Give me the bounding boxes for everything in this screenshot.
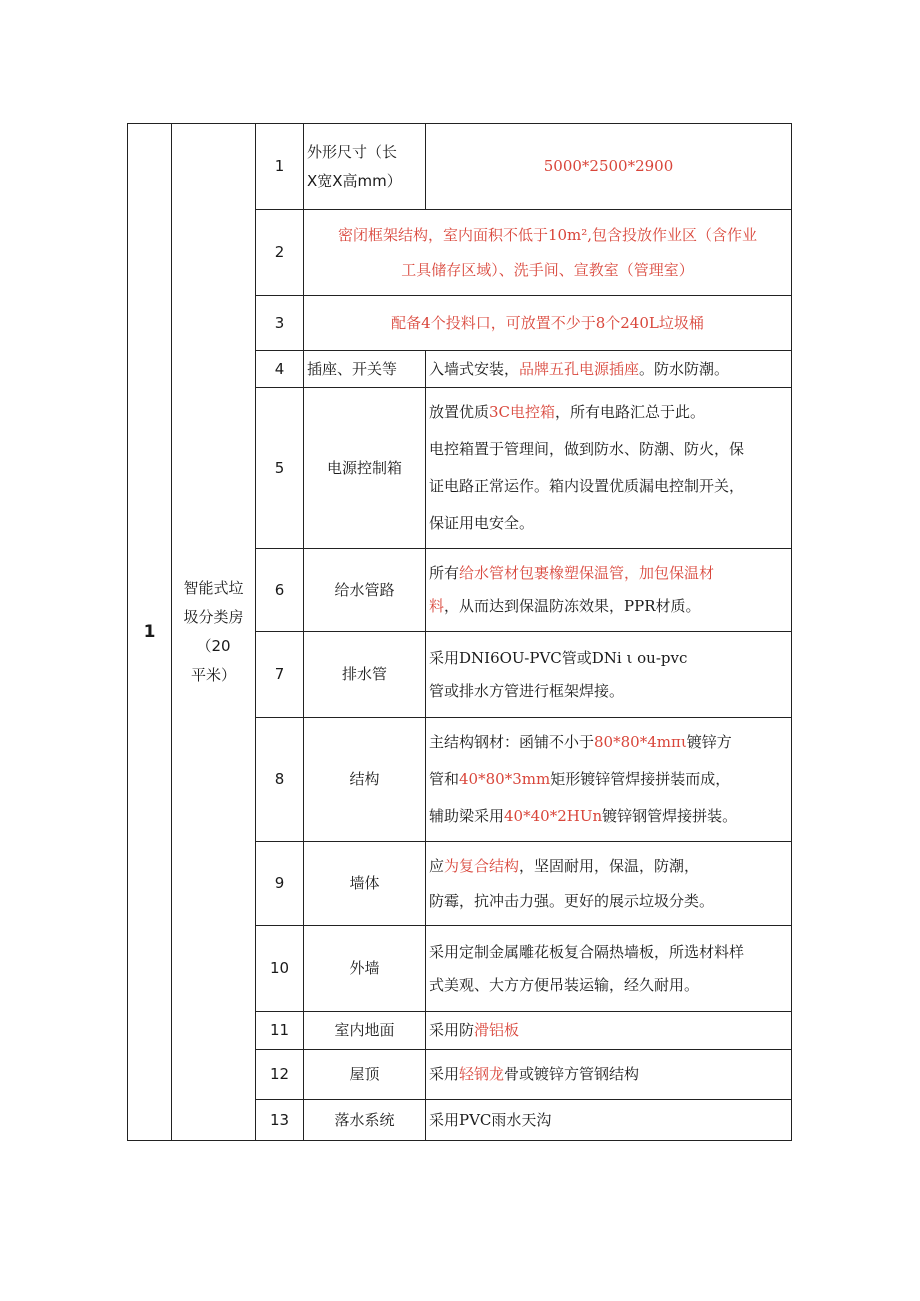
item-line: 排水管 xyxy=(341,665,387,683)
value-line xyxy=(429,1106,788,1135)
item-line: 电源控制箱 xyxy=(326,458,402,477)
category-cell xyxy=(172,124,256,1141)
value-line xyxy=(429,798,788,835)
value-text: 5000*2500*2900 xyxy=(543,157,674,175)
value-text: 品牌五孔电源插座 xyxy=(519,359,640,378)
value-text: 密闭框架结构，室内面积不低于10m²,包含投放作业区（含作业 xyxy=(337,225,758,244)
value-line xyxy=(429,394,788,431)
item-cell xyxy=(304,1100,426,1141)
row-number: 7 xyxy=(256,632,304,718)
value-cell xyxy=(304,296,792,351)
value-text: 保证用电安全。 xyxy=(429,514,535,532)
item-cell xyxy=(304,1012,426,1050)
value-text: 入墙式安装， xyxy=(429,359,520,378)
value-text: 3C电控箱 xyxy=(489,403,556,421)
table-row xyxy=(128,124,792,210)
item-line: 外墙 xyxy=(349,959,380,977)
spec-table xyxy=(127,123,792,1141)
value-cell xyxy=(426,842,792,926)
row-number: 10 xyxy=(256,926,304,1012)
value-line xyxy=(429,1060,788,1089)
value-text: 镀锌钢管焊接拼装。 xyxy=(602,807,738,825)
value-text: 管或排水方管进行框架焊接。 xyxy=(429,681,625,700)
value-text: 为复合结构 xyxy=(444,856,520,875)
value-text: 40*40*2HUn xyxy=(504,807,603,825)
item-line: 落水系统 xyxy=(334,1110,395,1129)
value-text: 工具储存区域）、洗手间、宣教室（管理室） xyxy=(401,260,694,279)
value-text: 采用防 xyxy=(429,1021,475,1039)
value-line xyxy=(429,849,788,884)
value-text: 管和 xyxy=(429,770,460,788)
value-line xyxy=(429,152,788,181)
item-cell xyxy=(304,842,426,926)
item-cell xyxy=(304,632,426,718)
value-text: 式美观、大方方便吊装运输，经久耐用。 xyxy=(429,975,700,994)
row-number: 5 xyxy=(256,388,304,549)
value-text: 所有 xyxy=(429,564,460,582)
value-text: ，坚固耐用，保温，防潮， xyxy=(519,856,700,875)
item-line: 给水管路 xyxy=(334,580,395,599)
row-number: 13 xyxy=(256,1100,304,1141)
value-line xyxy=(429,468,788,505)
item-cell xyxy=(304,718,426,842)
main-number-cell xyxy=(128,124,172,1141)
value-cell xyxy=(304,210,792,296)
value-line xyxy=(307,253,788,288)
value-line xyxy=(429,590,788,623)
value-line xyxy=(429,1016,788,1045)
value-text: 滑铝板 xyxy=(474,1021,520,1039)
value-line xyxy=(429,724,788,761)
value-text: 骨或镀锌方管钢结构 xyxy=(504,1065,640,1083)
value-line xyxy=(429,355,788,384)
value-line xyxy=(307,218,788,253)
value-text: 电控箱置于管理间，做到防水、防潮、防火，保 xyxy=(429,440,745,458)
value-text: 给水管材包裹橡塑保温管，加包保温材 xyxy=(459,564,715,582)
value-text: 证电路正常运作。箱内设置优质漏电控制开关， xyxy=(429,477,745,495)
value-text: 轻钢龙 xyxy=(459,1065,505,1083)
value-text: 料 xyxy=(429,597,445,615)
row-number: 6 xyxy=(256,549,304,632)
value-cell xyxy=(426,388,792,549)
value-line xyxy=(429,505,788,542)
value-cell xyxy=(426,351,792,388)
value-line xyxy=(429,431,788,468)
value-cell xyxy=(426,549,792,632)
value-line xyxy=(429,761,788,798)
item-cell xyxy=(304,549,426,632)
item-line: 室内地面 xyxy=(334,1021,395,1039)
value-text: 40*80*3mm xyxy=(459,770,551,788)
category-line: 平米） xyxy=(190,666,236,684)
value-text: 采用PVC雨水天沟 xyxy=(429,1110,552,1129)
value-cell xyxy=(426,718,792,842)
value-text: 。防水防潮。 xyxy=(639,359,730,378)
value-cell xyxy=(426,1100,792,1141)
category-line: 智能式垃 xyxy=(183,579,244,597)
value-cell xyxy=(426,1050,792,1100)
value-line xyxy=(429,675,788,708)
value-text: 矩形镀锌管焊接拼装而成， xyxy=(550,770,731,788)
row-number: 4 xyxy=(256,351,304,388)
value-text: ，所有电路汇总于此。 xyxy=(555,403,706,421)
item-cell xyxy=(304,1050,426,1100)
value-text: 防霉，抗冲击力强。更好的展示垃圾分类。 xyxy=(429,891,715,910)
item-cell xyxy=(304,926,426,1012)
value-text: ，从而达到保温防冻效果，PPR材质。 xyxy=(444,597,701,615)
value-text: 配备4个投料口，可放置不少于8个240L垃圾桶 xyxy=(391,313,704,332)
value-text: 应 xyxy=(429,856,445,875)
value-line xyxy=(429,642,788,675)
item-line: X宽X高mm） xyxy=(307,171,402,190)
item-cell xyxy=(304,351,426,388)
category-line: （20 xyxy=(196,637,231,655)
value-text: 采用定制金属雕花板复合隔热墙板，所选材料样 xyxy=(429,942,745,961)
value-text: 放置优质 xyxy=(429,403,490,421)
item-cell xyxy=(304,388,426,549)
row-number: 11 xyxy=(256,1012,304,1050)
value-cell xyxy=(426,632,792,718)
value-cell xyxy=(426,1012,792,1050)
item-line: 屋顶 xyxy=(349,1065,380,1083)
main-number: 1 xyxy=(143,621,156,642)
value-text: 采用 xyxy=(429,1065,460,1083)
item-line: 墙体 xyxy=(349,874,380,892)
value-line xyxy=(429,969,788,1002)
value-text: 采用DNI6OU-PVC管或DNi ι ou-pvc xyxy=(429,648,688,667)
item-cell xyxy=(304,124,426,210)
value-text: 镀锌方 xyxy=(686,733,732,751)
value-cell xyxy=(426,926,792,1012)
category-line: 圾分类房 xyxy=(183,608,244,626)
value-line xyxy=(429,884,788,919)
row-number: 8 xyxy=(256,718,304,842)
row-number: 1 xyxy=(256,124,304,210)
row-number: 2 xyxy=(256,210,304,296)
row-number: 9 xyxy=(256,842,304,926)
row-number: 3 xyxy=(256,296,304,351)
value-text: 主结构钢材：函铺不小于 xyxy=(429,733,595,751)
value-cell xyxy=(426,124,792,210)
value-text: 辅助梁采用 xyxy=(429,807,505,825)
value-line xyxy=(307,309,788,338)
value-line xyxy=(429,936,788,969)
value-line xyxy=(429,557,788,590)
item-line: 插座、开关等 xyxy=(307,359,398,378)
item-line: 外形尺寸（长 xyxy=(307,142,398,161)
value-text: 80*80*4mπι xyxy=(594,733,687,751)
row-number: 12 xyxy=(256,1050,304,1100)
item-line: 结构 xyxy=(349,770,380,788)
